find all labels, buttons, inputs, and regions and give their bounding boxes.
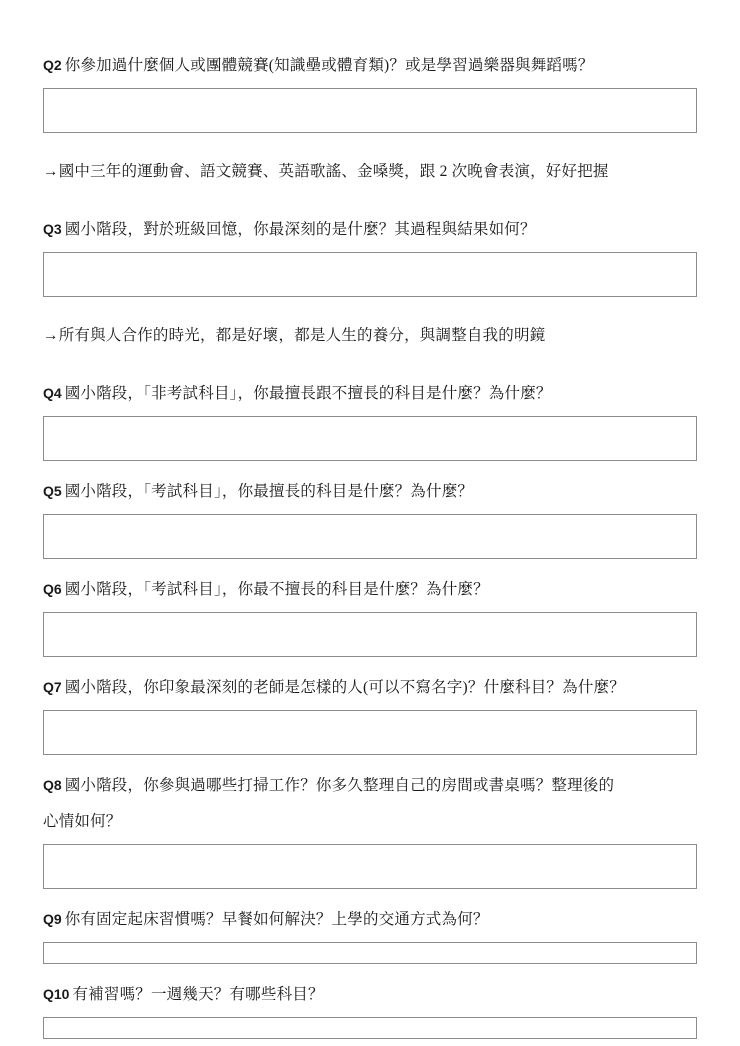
question-text-q8: 國小階段，你參與過哪些打掃工作？你多久整理自己的房間或書桌嗎？整理後的: [64, 777, 615, 794]
question-number-q8: Q8: [43, 777, 62, 793]
question-number-q6: Q6: [43, 581, 62, 597]
question-block-q7: [43, 674, 697, 772]
answer-box-q7[interactable]: [43, 710, 697, 755]
answer-box-q5[interactable]: [43, 514, 697, 559]
question-prompt-q6: [43, 576, 697, 603]
question-text-q4: 國小階段，「非考試科目」，你最擅長跟不擅長的科目是什麼？為什麼？: [64, 385, 552, 402]
question-text-q2: 你參加過什麼個人或團體競賽(知識壘或體育類)？或是學習過樂器與舞蹈嗎？: [64, 57, 594, 74]
answer-box-q9[interactable]: [43, 942, 697, 964]
question-block-q10: [43, 981, 697, 1039]
question-number-q4: Q4: [43, 385, 62, 401]
question-number-q3: Q3: [43, 221, 62, 237]
answer-box-q8[interactable]: [43, 844, 697, 889]
question-prompt-q3: [43, 216, 697, 243]
question-number-q7: Q7: [43, 679, 62, 695]
question-prompt-q10: [43, 981, 697, 1008]
question-prompt-q4: [43, 380, 697, 407]
answer-box-q6[interactable]: [43, 612, 697, 657]
question-block-q4: [43, 380, 697, 478]
question-number-q2: Q2: [43, 57, 62, 73]
question-number-q10: Q10: [43, 986, 70, 1002]
question-block-q2: [43, 52, 697, 216]
question-prompt-q5: [43, 478, 697, 505]
question-prompt-q2: [43, 52, 697, 79]
answer-box-q2[interactable]: [43, 88, 697, 133]
answer-note-q2: →國中三年的運動會、語文競賽、英語歌謠、金嗓獎，跟 2 次晚會表演，好好把握: [43, 162, 609, 180]
question-prompt-q9: [43, 906, 697, 933]
questionnaire-body: [43, 52, 697, 1039]
answer-note-q3: →所有與人合作的時光，都是好壞，都是人生的養分，與調整自我的明鏡: [43, 326, 546, 344]
question-prompt-q8: [43, 772, 697, 799]
question-block-q5: [43, 478, 697, 576]
question-text-q7: 國小階段，你印象最深刻的老師是怎樣的人(可以不寫名字)？什麼科目？為什麼？: [64, 679, 625, 696]
question-number-q5: Q5: [43, 483, 62, 499]
answer-box-q10[interactable]: [43, 1017, 697, 1039]
answer-box-q4[interactable]: [43, 416, 697, 461]
question-text-q10: 有補習嗎？一週幾天？有哪些科目？: [72, 986, 324, 1003]
question-text-q3: 國小階段，對於班級回憶，你最深刻的是什麼？其過程與結果如何？: [64, 221, 536, 238]
question-block-q3: [43, 216, 697, 380]
question-block-q6: [43, 576, 697, 674]
answer-box-q3[interactable]: [43, 252, 697, 297]
question-text-q9: 你有固定起床習慣嗎？早餐如何解決？上學的交通方式為何？: [64, 911, 489, 928]
question-text-q6: 國小階段，「考試科目」，你最不擅長的科目是什麼？為什麼？: [64, 581, 489, 598]
question-text-q5: 國小階段，「考試科目」，你最擅長的科目是什麼？為什麼？: [64, 483, 474, 500]
question-block-q8: [43, 772, 697, 906]
question-number-q9: Q9: [43, 911, 62, 927]
question-text-q8-line2: 心情如何？: [43, 813, 122, 830]
question-block-q9: [43, 906, 697, 981]
question-prompt-q7: [43, 674, 697, 701]
